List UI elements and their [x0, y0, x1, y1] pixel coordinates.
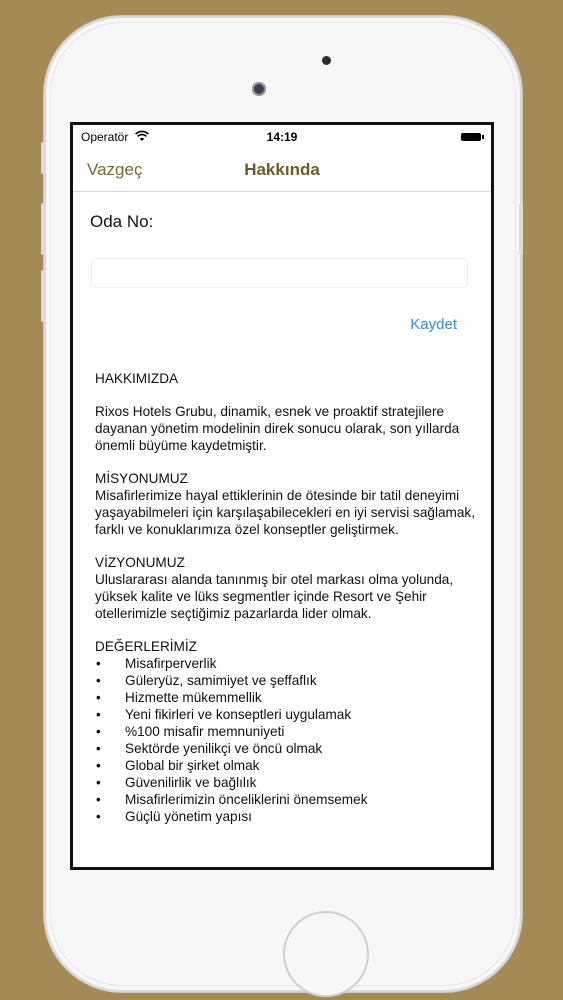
volume-down-button	[41, 270, 45, 322]
vision-text: Uluslararası alanda tanınmış bir otel markası olma yolunda, yüksek kalite ve lüks segmentler içinde Resort ve Şehir otellerimizle seçtiğimiz pazarlarda lider olmak.	[95, 572, 454, 621]
status-bar	[73, 125, 491, 147]
vision-heading: VİZYONUMUZ	[95, 555, 185, 570]
save-button[interactable]: Kaydet	[410, 316, 457, 333]
list-item: • Güleryüz, samimiyet ve şeffaflık	[95, 672, 475, 689]
speaker-icon	[322, 56, 331, 65]
app-screen	[70, 122, 494, 870]
list-item: • Sektörde yenilikçi ve öncü olmak	[95, 740, 475, 757]
carrier-label: Operatör	[81, 130, 129, 144]
front-camera-icon	[252, 82, 266, 96]
cancel-button[interactable]: Vazgeç	[87, 160, 143, 179]
mute-switch	[41, 142, 45, 174]
about-title: HAKKIMIZDA	[95, 371, 179, 386]
status-time: 14:19	[266, 130, 298, 144]
list-item: • Güvenilirlik ve bağlılık	[95, 774, 475, 791]
values-heading: DEĞERLERİMİZ	[95, 639, 197, 654]
mission-heading: MİSYONUMUZ	[95, 471, 188, 486]
list-item: • Hizmette mükemmellik	[95, 689, 475, 706]
page-title: Hakkında	[244, 160, 320, 179]
list-item: • Misafirperverlik	[95, 655, 475, 672]
list-item: • Misafirlerimizin önceliklerini önemsemek	[95, 791, 475, 808]
list-item: • %100 misafir memnuniyeti	[95, 723, 475, 740]
list-item: • Global bir şirket olmak	[95, 757, 475, 774]
mission-text: Misafirlerimize hayal ettiklerinin de ötesinde bir tatil deneyimi yaşayabilmeleri için karşılaşabilecekleri en iyi servisi sağlamak, farklı ve konuklarımıza özel konseptler geliştirmek.	[95, 488, 476, 537]
room-number-input[interactable]	[91, 258, 468, 288]
battery-icon	[461, 133, 481, 141]
volume-up-button	[41, 203, 45, 255]
power-button	[519, 203, 523, 255]
room-number-label: Oda No:	[90, 212, 154, 231]
home-button[interactable]	[283, 911, 369, 997]
values-list	[95, 655, 475, 825]
about-text	[95, 370, 475, 825]
about-intro: Rixos Hotels Grubu, dinamik, esnek ve proaktif stratejilere dayanan yönetim modelinin direk sonucu olarak, son yıllarda önemli büyüme kaydetmiştir.	[95, 404, 460, 453]
list-item: • Yeni fikirleri ve konseptleri uygulamak	[95, 706, 475, 723]
navigation-bar	[73, 147, 491, 192]
list-item: • Güçlü yönetim yapısı	[95, 808, 475, 825]
